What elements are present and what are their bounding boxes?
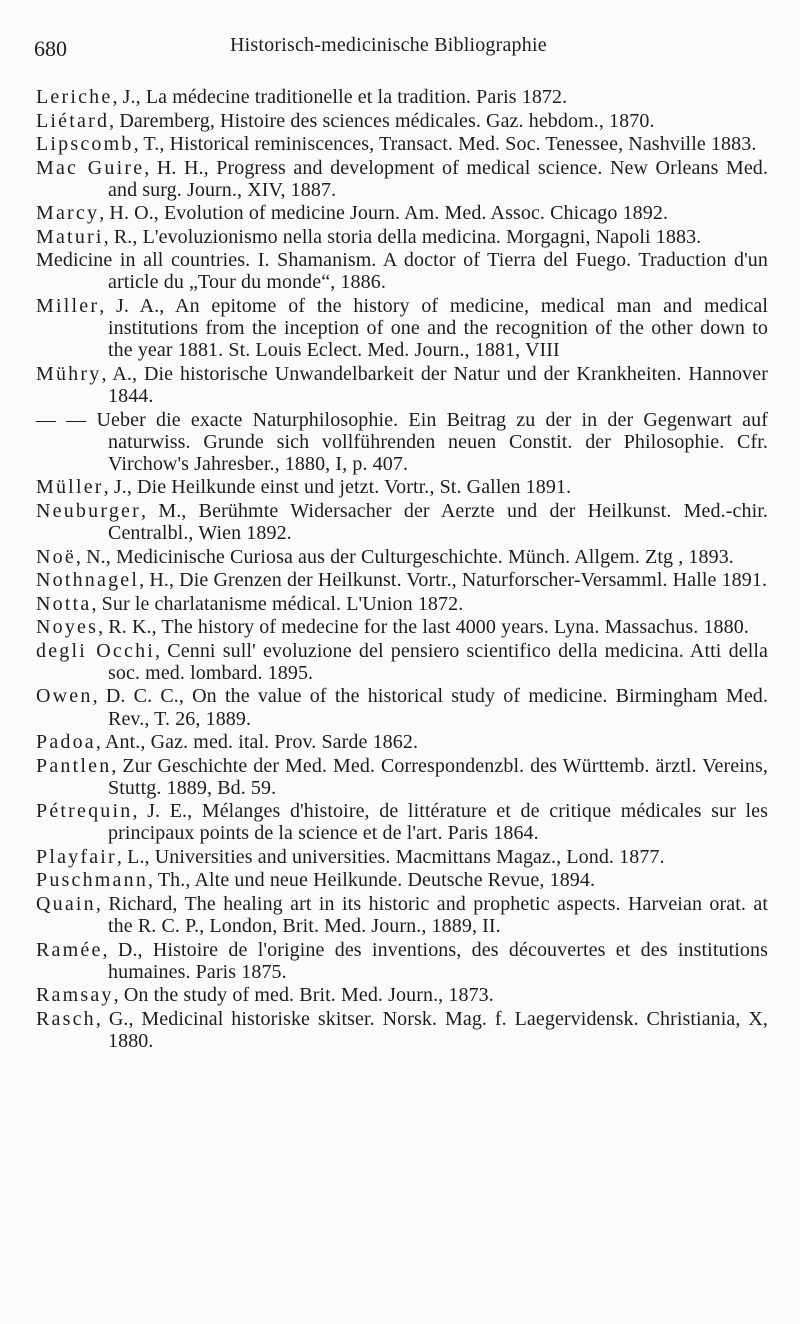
entry-author: Marcy [36, 202, 100, 225]
entry-text: , Ant., Gaz. med. ital. Prov. Sarde 1862. [95, 731, 419, 754]
bibliography-entry [36, 202, 768, 224]
entry-author: Ramsay [36, 984, 114, 1007]
bibliography-entry [36, 133, 768, 155]
bibliography-entry [36, 249, 768, 293]
bibliography-entry [36, 593, 768, 615]
entry-author: Mac Guire [36, 156, 145, 179]
entry-author: Lipscomb [36, 133, 134, 155]
running-title: Historisch-medicinische Bibliographie [230, 34, 547, 56]
entry-text: , J., La médecine traditionelle et la tradition. Paris 1872. [112, 86, 568, 108]
entry-author: Mühry [36, 362, 102, 385]
entry-text: , Zur Geschichte der Med. Med. Correspondenzbl. des Württemb. ärztl. Vereins, Stuttg. 1889, Bd. 59. [108, 754, 768, 799]
entry-text: , H., Die Grenzen der Heilkunst. Vortr., Naturforscher-Versamml. Halle 1891. [139, 569, 768, 592]
bibliography-entry [36, 616, 768, 638]
bibliography-entry [36, 500, 768, 544]
entry-author: Nothnagel [36, 569, 140, 592]
entry-text: , D., Histoire de l'origine des inventions, des découvertes et des institutions humaines. Paris 1875. [102, 938, 768, 983]
entry-text: , M., Berühmte Widersacher der Aerzte und der Heilkunst. Med.-chir. Centralbl., Wien 1892. [108, 499, 768, 545]
entry-text: Medicine in all countries. I. Shamanism. A doctor of Tierra del Fuego. Traduction d'un article du „Tour du monde“, 1886. [36, 249, 768, 294]
page-number: 680 [34, 36, 67, 61]
entry-author: Noë [36, 545, 76, 568]
bibliography-entry [36, 685, 768, 729]
bibliography-entry [36, 800, 768, 844]
entry-text: — — Ueber die exacte Naturphilosophie. Ein Beitrag zu der in der Gegenwart auf naturwiss. Grunde sich vollführenden neuen Constit. der Philosophie. Cfr. Virchow's Jahresber., 1880, I, p. 407. [36, 408, 768, 475]
entry-text: , Daremberg, Histoire des sciences médicales. Gaz. hebdom., 1870. [109, 109, 655, 132]
bibliography-entry [36, 640, 768, 684]
bibliography-entry [36, 409, 768, 476]
bibliography-entry [36, 846, 768, 868]
entry-text: , J., Die Heilkunde einst und jetzt. Vortr., St. Gallen 1891. [103, 476, 572, 499]
entry-text: , On the study of med. Brit. Med. Journ., 1873. [113, 984, 494, 1007]
entry-author: Notta [36, 592, 92, 615]
bibliography-entry [36, 939, 768, 983]
bibliography-entry [36, 546, 768, 568]
entry-author: Quain [36, 892, 96, 915]
entry-author: Ramée [36, 938, 103, 961]
entry-author: Padoa [36, 731, 96, 754]
bibliography-entry [36, 157, 768, 201]
entry-text: , L., Universities and universities. Macmittans Magaz., Lond. 1877. [116, 845, 665, 868]
bibliography-entry [36, 569, 768, 591]
entry-author: Rasch [36, 1007, 96, 1030]
entry-author: Pantlen [36, 754, 112, 777]
entry-text: , Cenni sull' evoluzione del pensiero scientifico della medicina. Atti della soc. med. lombard. 1895. [108, 639, 768, 684]
entry-text: , Th., Alte und neue Heilkunde. Deutsche Revue, 1894. [148, 869, 596, 892]
entry-author: Puschmann [36, 869, 149, 892]
entry-author: degli Occhi [36, 639, 156, 662]
bibliography-entry [36, 731, 768, 753]
bibliography-entry [36, 226, 768, 248]
entry-author: Pétrequin [36, 800, 133, 823]
entry-text: , R., L'evoluzionismo nella storia della medicina. Morgagni, Napoli 1883. [103, 225, 702, 248]
bibliography-entry [36, 476, 768, 498]
entry-text: , D. C. C., On the value of the historical study of medicine. Birmingham Med. Rev., T. 26, 1889. [92, 685, 768, 730]
entry-text: , T., Historical reminiscences, Transact. Med. Soc. Tenessee, Nashville 1883. [133, 133, 757, 155]
entry-text: , Richard, The healing art in its historic and prophetic aspects. Harveian orat. at the R. C. P., London, Brit. Med. Journ., 1889, II. [95, 892, 768, 938]
bibliography-entry [36, 755, 768, 799]
bibliography-entry [36, 295, 768, 362]
entry-text: , H. O., Evolution of medicine Journ. Am. Med. Assoc. Chicago 1892. [99, 202, 669, 225]
bibliography-entry [36, 869, 768, 891]
bibliography-entry [36, 893, 768, 937]
entry-author: Maturi [36, 225, 104, 248]
entry-text: , Sur le charlatanisme médical. L'Union 1872. [91, 592, 464, 615]
entry-text: , J. A., An epitome of the history of medicine, medical man and medical institutions from the inception of one and the recognition of the other down to the year 1881. St. Louis Eclect. Med. Journ., 1881, VIII [99, 294, 768, 362]
entry-text: , A., Die historische Unwandelbarkeit der Natur und der Krankheiten. Hannover 1844. [101, 362, 768, 408]
bibliography-entry [36, 984, 768, 1006]
page-header [34, 30, 774, 64]
entry-author: Owen [36, 685, 93, 708]
entry-author: Leriche [36, 86, 113, 108]
entry-author: Liétard [36, 109, 110, 132]
entry-author: Playfair [36, 845, 117, 868]
entry-author: Neuburger [36, 499, 141, 522]
entry-author: Müller [36, 476, 104, 499]
entry-text: , H. H., Progress and development of medical science. New Orleans Med. and surg. Journ., XIV, 1887. [108, 156, 769, 201]
entry-text: , R. K., The history of medecine for the last 4000 years. Lyna. Massachus. 1880. [98, 616, 749, 639]
entry-author: Miller [36, 294, 100, 317]
bibliography-list [36, 86, 768, 1054]
entry-text: , N., Medicinische Curiosa aus der Culturgeschichte. Münch. Allgem. Ztg , 1893. [75, 545, 734, 568]
entry-author: Noyes [36, 616, 99, 639]
bibliography-entry [36, 363, 768, 407]
bibliography-entry [36, 110, 768, 132]
bibliography-entry [36, 1008, 768, 1052]
entry-text: , J. E., Mélanges d'histoire, de littérature et de critique médicales sur les principaux points de la science et de l'art. Paris 1864. [108, 800, 768, 845]
bibliography-entry [36, 86, 768, 108]
entry-text: , G., Medicinal historiske skitser. Norsk. Mag. f. Laegervidensk. Christiania, X, 1880. [95, 1007, 768, 1053]
